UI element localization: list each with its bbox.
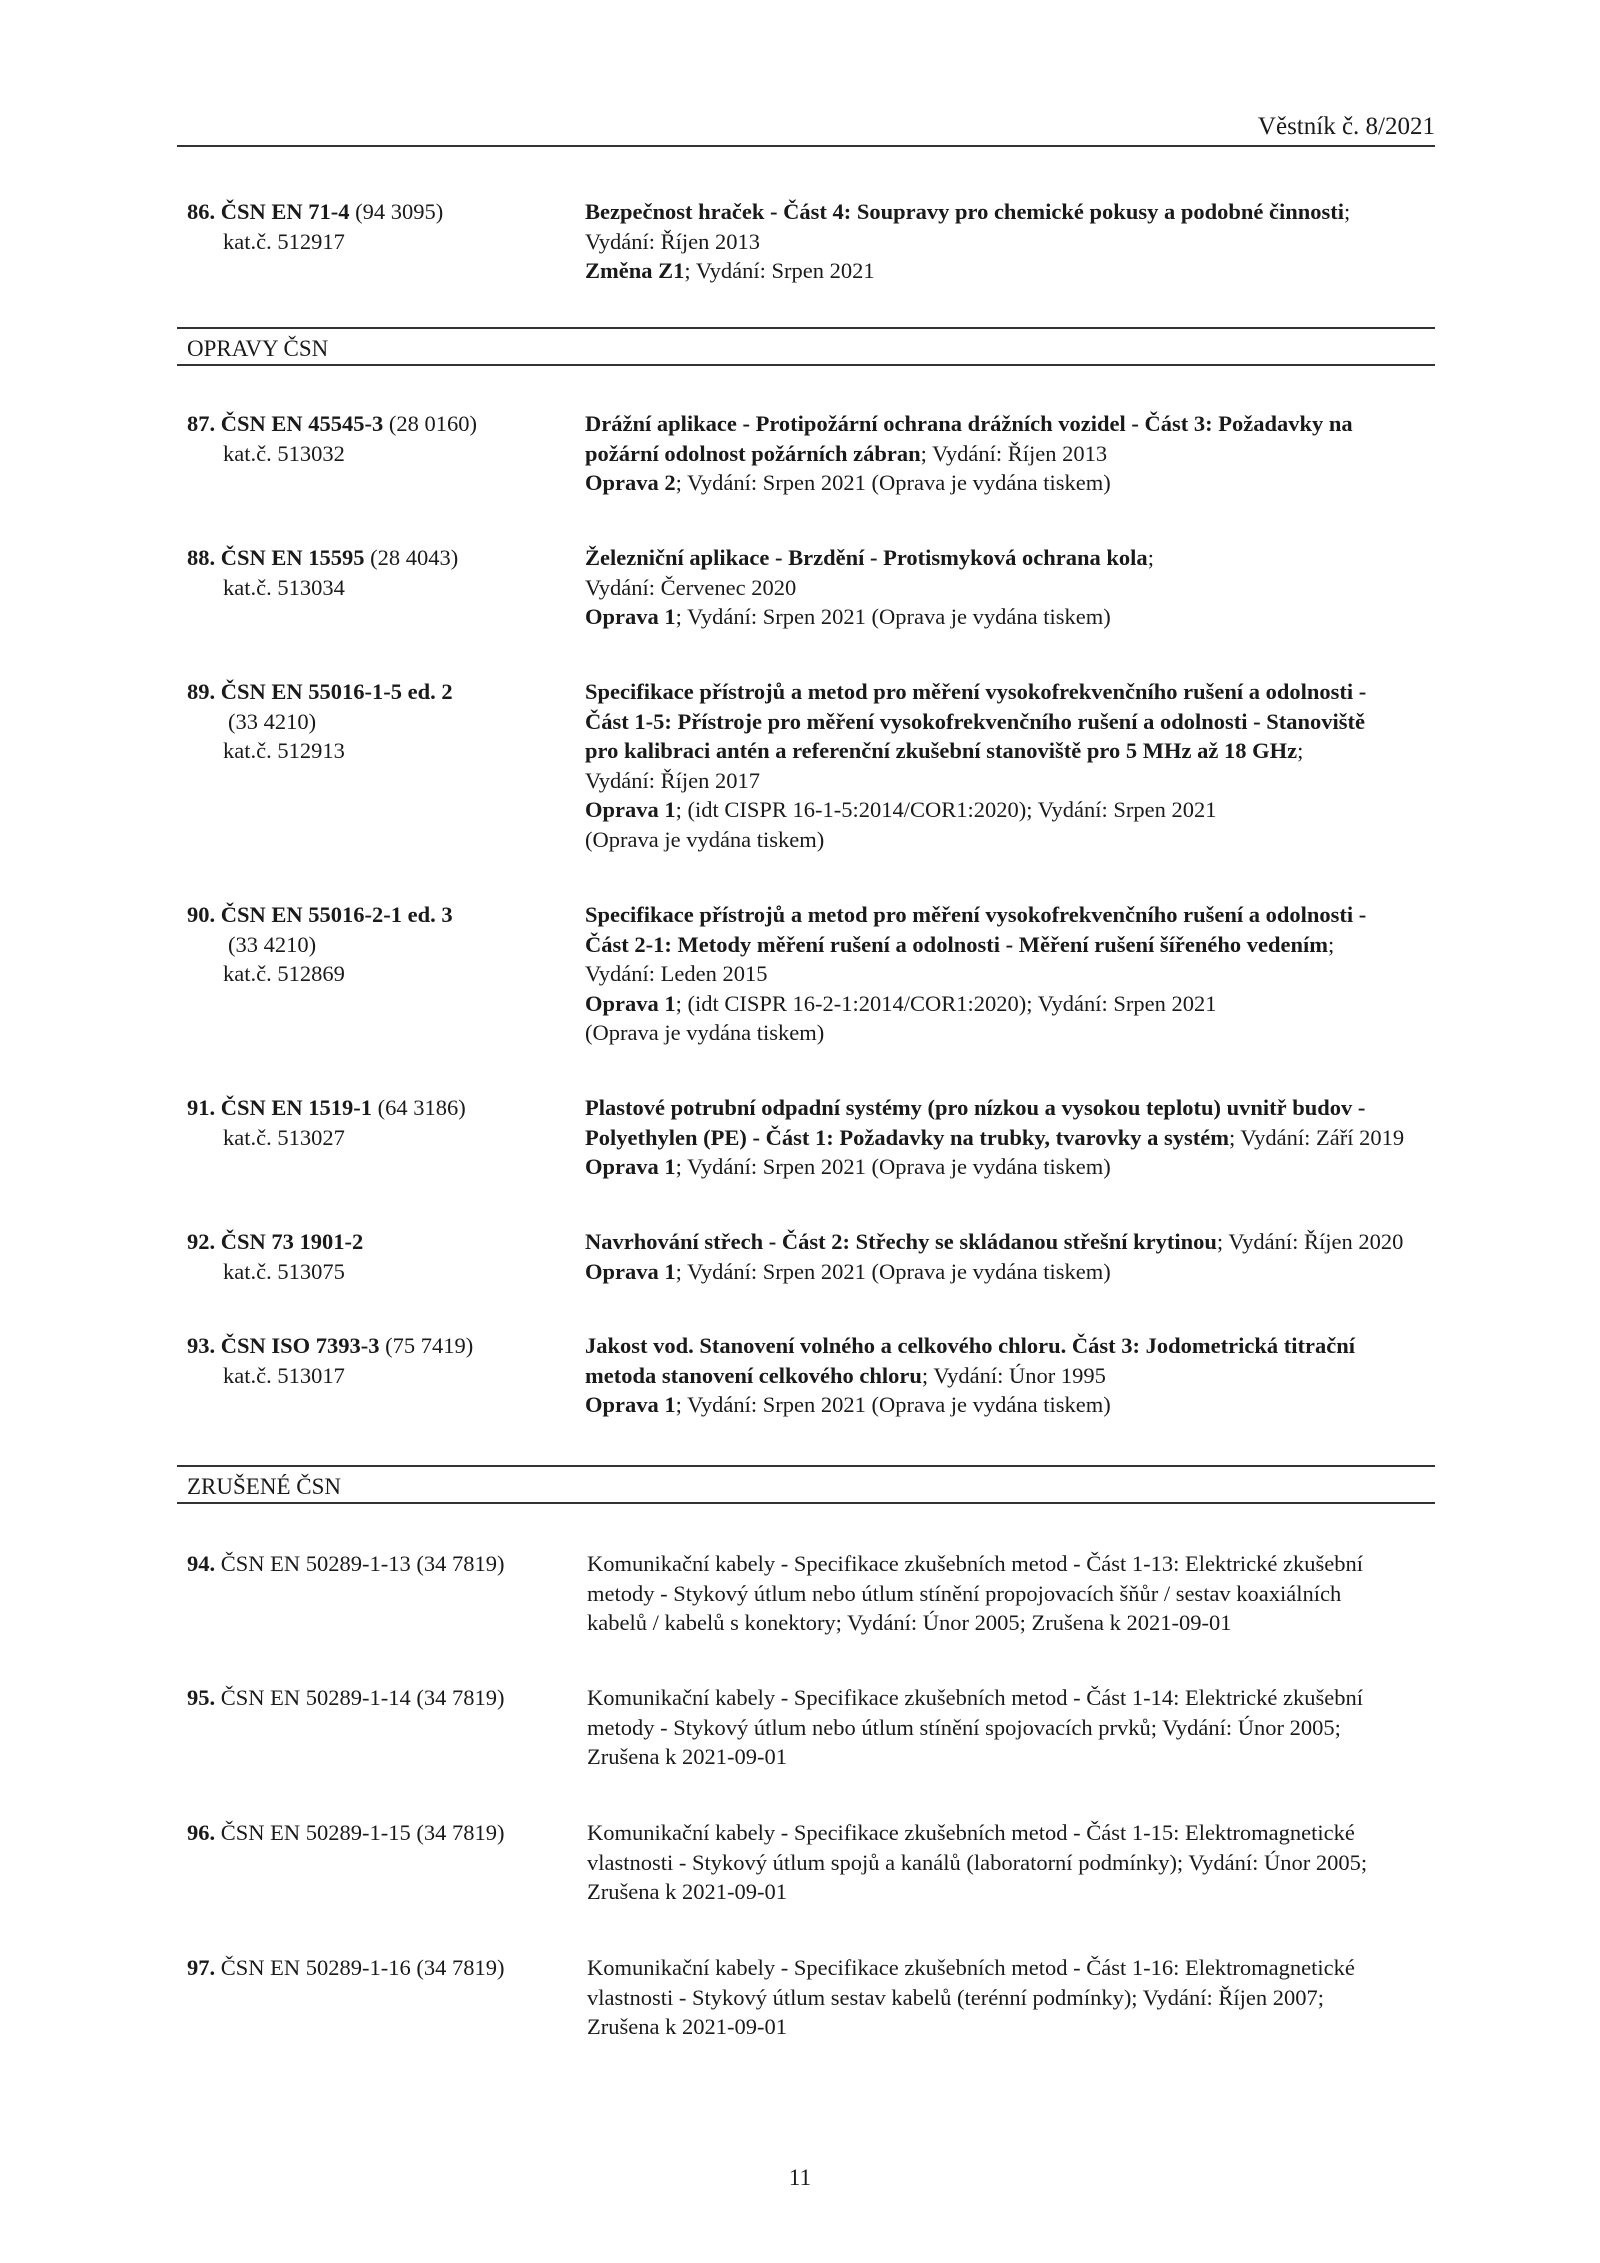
classification-code: (33 4210) (228, 931, 317, 957)
standard-title: Komunikační kabely - Specifikace zkušebních metod - Část 1-16: Elektromagnetické (587, 1955, 1355, 1980)
standard-title-cont: metody - Stykový útlum nebo útlum stínění spojovacích prvků; Vydání: Únor 2005; (587, 1714, 1341, 1740)
entry-91-id (187, 1093, 582, 1152)
entry-87-description: Drážní aplikace - Protipožární ochrana drážních vozidel - Část 3: Požadavky na požární odolnost požárních zábran; Vydání: Říjen 2013 Oprava 2; Vydání: Srpen 2021 (Oprava je vydána tiskem) (585, 411, 1353, 495)
correction-label: Oprava 1 (585, 990, 676, 1016)
standard-code: ČSN EN 55016-1-5 ed. 2 (220, 679, 453, 704)
correction-label: Oprava 1 (585, 604, 676, 629)
amendment-label: Změna Z1 (585, 258, 685, 283)
correction-label: Oprava 1 (585, 1258, 676, 1284)
entry-90-description: Specifikace přístrojů a metod pro měření vysokofrekvenčního rušení a odolnosti - Část 2-1: Metody měření rušení a odolnosti - Měření rušení šířeného vedením; Vydání: Leden 2015 Oprava 1; (idt CISPR 16-2-1:2014/COR1:2020); Vydání: Srpen 2021 (Oprava je vydána tiskem) (585, 900, 1435, 1048)
correction-label: Oprava 2 (585, 470, 676, 495)
section-rule-bottom (177, 364, 1435, 366)
entry-88-id (187, 543, 582, 602)
catalog-number: kat.č. 513075 (223, 1258, 345, 1284)
catalog-number: kat.č. 513032 (223, 440, 345, 466)
standard-title: Specifikace přístrojů a metod pro měření vysokofrekvenčního rušení a odolnosti - (585, 902, 1367, 927)
issue-date: Vydání: Červenec 2020 (585, 574, 797, 600)
section-rule-top (177, 327, 1435, 329)
classification-code: (94 3095) (349, 199, 444, 224)
withdrawal-date: Zrušena k 2021-09-01 (587, 2014, 787, 2039)
section-title-opravy: OPRAVY ČSN (187, 336, 329, 361)
standard-code: ČSN EN 71-4 (220, 199, 350, 224)
standard-code: ČSN EN 1519-1 (220, 1095, 373, 1120)
entry-number: 97. (187, 1955, 216, 1980)
standard-title: Specifikace přístrojů a metod pro měření vysokofrekvenčního rušení a odolnosti - (585, 679, 1367, 704)
catalog-number: kat.č. 513017 (223, 1362, 345, 1388)
entry-number: 91. (187, 1095, 216, 1120)
entry-97-description (587, 1953, 1437, 2042)
issue-date: Vydání: Říjen 2013 (585, 228, 760, 254)
standard-title: Jakost vod. Stanovení volného a celkového chloru. Část 3: Jodometrická titrační (585, 1333, 1355, 1358)
header-rule (177, 145, 1435, 147)
entry-number: 87. (187, 411, 216, 436)
correction-label: Oprava 1 (585, 1392, 676, 1417)
entry-94-description (587, 1549, 1437, 1638)
section-rule-bottom (177, 1502, 1435, 1504)
correction-label: Oprava 1 (585, 1154, 676, 1179)
entry-96-description (587, 1818, 1437, 1907)
standard-title-cont: kabelů / kabelů s konektory; Vydání: Únor 2005; Zrušena k 2021-09-01 (587, 1610, 1232, 1635)
entry-87-id (187, 409, 582, 468)
standard-title: Navrhování střech - Část 2: Střechy se skládanou střešní krytinou (585, 1229, 1217, 1254)
standard-title: Bezpečnost hraček - Část 4: Soupravy pro chemické pokusy a podobné činnosti (585, 199, 1345, 224)
entry-number: 88. (187, 545, 216, 570)
catalog-number: kat.č. 513027 (223, 1124, 345, 1150)
withdrawal-date: Zrušena k 2021-09-01 (587, 1744, 787, 1769)
standard-code: ČSN EN 50289-1-16 (34 7819) (215, 1955, 505, 1980)
entry-90-id (187, 900, 582, 989)
standard-title-cont: vlastnosti - Stykový útlum sestav kabelů (terénní podmínky); Vydání: Říjen 2007; (587, 1984, 1325, 2010)
issue-date: Vydání: Leden 2015 (585, 961, 768, 986)
entry-92-id (187, 1227, 582, 1286)
entry-95-id (187, 1683, 582, 1713)
entry-number: 90. (187, 902, 216, 927)
entry-94-id (187, 1549, 582, 1579)
entry-number: 94. (187, 1551, 216, 1576)
entry-number: 93. (187, 1333, 216, 1358)
standard-title: Komunikační kabely - Specifikace zkušebních metod - Část 1-13: Elektrické zkušební (587, 1551, 1364, 1576)
classification-code: (75 7419) (379, 1333, 474, 1358)
entry-number: 89. (187, 679, 216, 704)
catalog-number: kat.č. 513034 (223, 574, 345, 600)
classification-code: (33 4210) (228, 708, 317, 734)
standard-title-cont: vlastnosti - Stykový útlum spojů a kanálů (laboratorní podmínky); Vydání: Únor 2005; (587, 1849, 1368, 1875)
entry-89-description: Specifikace přístrojů a metod pro měření vysokofrekvenčního rušení a odolnosti - Část 1-5: Přístroje pro měření vysokofrekvenčního rušení a odolnosti - Stanoviště pro kalibraci antén a referenční zkušební stanoviště pro 5 MHz až 18 GHz; Vydání: Říjen 2017 Oprava 1; (idt CISPR 16-1-5:2014/COR1:2020); Vydání: Srpen 2021 (Oprava je vydána tiskem) (585, 677, 1435, 854)
classification-code: (28 0160) (383, 411, 478, 436)
standard-code: ČSN ISO 7393-3 (220, 1333, 380, 1358)
entry-number: 95. (187, 1685, 216, 1710)
standard-code: ČSN EN 50289-1-13 (34 7819) (215, 1551, 505, 1576)
entry-89-id (187, 677, 582, 766)
catalog-number: kat.č. 512913 (223, 738, 345, 763)
correction-label: Oprava 1 (585, 797, 676, 822)
standard-title: Drážní aplikace - Protipožární ochrana drážních vozidel - Část 3: Požadavky na (585, 411, 1353, 436)
entry-88-description: Železniční aplikace - Brzdění - Protismyková ochrana kola; Vydání: Červenec 2020 Oprava 1; Vydání: Srpen 2021 (Oprava je vydána tiskem) (585, 543, 1435, 632)
bulletin-header-title: Věstník č. 8/2021 (1257, 113, 1435, 140)
issue-date: Vydání: Říjen 2017 (585, 767, 760, 793)
entry-95-description (587, 1683, 1437, 1772)
classification-code: (28 4043) (364, 545, 459, 570)
entry-number: 86. (187, 199, 216, 224)
entry-97-id (187, 1953, 582, 1983)
catalog-number: kat.č. 512917 (223, 228, 345, 254)
correction-note: (Oprava je vydána tiskem) (585, 1020, 825, 1045)
standard-code: ČSN EN 50289-1-14 (34 7819) (215, 1685, 505, 1710)
standard-title-cont: metoda stanovení celkového chloru (585, 1362, 922, 1388)
withdrawal-date: Zrušena k 2021-09-01 (587, 1879, 787, 1904)
standard-code: ČSN EN 45545-3 (220, 411, 384, 436)
standard-code: ČSN EN 50289-1-15 (34 7819) (215, 1820, 505, 1845)
page-number: 11 (788, 2165, 812, 2190)
section-title-zrusene: ZRUŠENÉ ČSN (187, 1474, 341, 1499)
entry-93-description: Jakost vod. Stanovení volného a celkového chloru. Část 3: Jodometrická titrační metoda stanovení celkového chloru; Vydání: Únor 1995 Oprava 1; Vydání: Srpen 2021 (Oprava je vydána tiskem) (585, 1333, 1355, 1417)
standard-code: ČSN EN 15595 (220, 545, 365, 570)
standard-title-cont: Část 2-1: Metody měření rušení a odolnosti - Měření rušení šířeného vedením (585, 931, 1329, 957)
entry-number: 92. (187, 1229, 216, 1254)
standard-code: ČSN EN 55016-2-1 ed. 3 (220, 902, 453, 927)
entry-92-description: Navrhování střech - Část 2: Střechy se skládanou střešní krytinou; Vydání: Říjen 2020 Oprava 1; Vydání: Srpen 2021 (Oprava je vydána tiskem) (585, 1229, 1404, 1284)
entry-86-id (187, 197, 582, 256)
standard-title: Komunikační kabely - Specifikace zkušebních metod - Část 1-14: Elektrické zkušební (587, 1685, 1364, 1710)
standard-title: Komunikační kabely - Specifikace zkušebních metod - Část 1-15: Elektromagnetické (587, 1820, 1355, 1845)
entry-86-description: Bezpečnost hraček - Část 4: Soupravy pro chemické pokusy a podobné činnosti; Vydání: Říjen 2013 Změna Z1; Vydání: Srpen 2021 (585, 197, 1435, 286)
standard-title: Plastové potrubní odpadní systémy (pro nízkou a vysokou teplotu) uvnitř budov - (585, 1095, 1366, 1120)
entry-91-description: Plastové potrubní odpadní systémy (pro nízkou a vysokou teplotu) uvnitř budov - Polyethylen (PE) - Část 1: Požadavky na trubky, tvarovky a systém; Vydání: Září 2019 Oprava 1; Vydání: Srpen 2021 (Oprava je vydána tiskem) (585, 1095, 1405, 1179)
entry-96-id (187, 1818, 582, 1848)
section-rule-top (177, 1465, 1435, 1467)
entry-number: 96. (187, 1820, 216, 1845)
standard-title-cont: pro kalibraci antén a referenční zkušební stanoviště pro 5 MHz až 18 GHz (585, 738, 1298, 763)
standard-title-cont: Část 1-5: Přístroje pro měření vysokofrekvenčního rušení a odolnosti - Stanoviště (585, 708, 1365, 734)
correction-note: (Oprava je vydána tiskem) (585, 826, 825, 852)
standard-title-cont: metody - Stykový útlum nebo útlum stínění propojovacích šňůr / sestav koaxiálních (587, 1580, 1342, 1606)
classification-code: (64 3186) (372, 1095, 466, 1120)
standard-title: Železniční aplikace - Brzdění - Protismyková ochrana kola (585, 545, 1148, 570)
catalog-number: kat.č. 512869 (223, 961, 345, 986)
standard-title-cont: požární odolnost požárních zábran (585, 440, 921, 466)
standard-title-cont: Polyethylen (PE) - Část 1: Požadavky na trubky, tvarovky a systém (585, 1124, 1229, 1150)
entry-93-id (187, 1331, 582, 1390)
standard-code: ČSN 73 1901-2 (220, 1229, 364, 1254)
